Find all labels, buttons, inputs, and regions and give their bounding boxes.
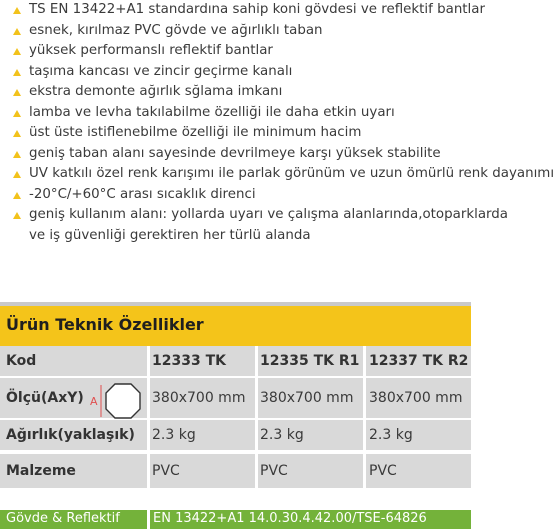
- octagon-base-icon: [90, 381, 143, 421]
- triangle-bullet-icon: [13, 89, 21, 96]
- feature-item-continuation: ve iş güvenliği gerektiren her türlü alanda: [29, 227, 311, 243]
- feature-item: geniş taban alanı sayesinde devrilmeye karşı yüksek stabilite: [13, 144, 550, 165]
- feature-item: -20°C/+60°C arası sıcaklık direnci: [13, 185, 550, 206]
- column-divider: [147, 510, 150, 529]
- row-label: Ölçü(AxY): [6, 390, 84, 406]
- dimension-letter: A: [90, 395, 98, 408]
- column-divider: [147, 378, 150, 418]
- triangle-bullet-icon: [13, 192, 21, 199]
- spec-table-header: [0, 302, 471, 346]
- row-label: Malzeme: [6, 463, 76, 479]
- column-divider: [363, 454, 366, 488]
- cell-value: 2.3 kg: [260, 427, 304, 443]
- cell-value: 2.3 kg: [152, 427, 196, 443]
- feature-item: esnek, kırılmaz PVC gövde ve ağırlıklı taban: [13, 21, 550, 42]
- cell-value: PVC: [152, 463, 180, 479]
- triangle-bullet-icon: [13, 110, 21, 117]
- feature-item: UV katkılı özel renk karışımı ile parlak görünüm ve uzun ömürlü renk dayanımı: [13, 164, 550, 185]
- cell-value: 380x700 mm: [369, 390, 463, 406]
- cell-value: 380x700 mm: [260, 390, 354, 406]
- footer-value: EN 13422+A1 14.0.30.4.42.00/TSE-64826: [153, 511, 427, 526]
- cell-value: PVC: [369, 463, 397, 479]
- feature-item: TS EN 13422+A1 standardına sahip koni gövdesi ve reflektif bantlar: [13, 0, 550, 21]
- triangle-bullet-icon: [13, 130, 21, 137]
- feature-item: ekstra demonte ağırlık sğlama imkanı: [13, 82, 550, 103]
- triangle-bullet-icon: [13, 212, 21, 219]
- cell-value: 380x700 mm: [152, 390, 246, 406]
- feature-item: üst üste istiflenebilme özelliği ile minimum hacim: [13, 123, 550, 144]
- cell-value: 12333 TK: [152, 353, 226, 369]
- feature-item: lamba ve levha takılabilme özelliği ile daha etkin uyarı: [13, 103, 550, 124]
- feature-item: yüksek performanslı reflektif bantlar: [13, 41, 550, 62]
- cell-value: 2.3 kg: [369, 427, 413, 443]
- triangle-bullet-icon: [13, 171, 21, 178]
- column-divider: [363, 420, 366, 450]
- column-divider: [255, 454, 258, 488]
- footer-label: Gövde & Reflektif: [6, 511, 120, 526]
- spec-table-title: Ürün Teknik Özellikler: [6, 315, 204, 334]
- triangle-bullet-icon: [13, 151, 21, 158]
- column-divider: [147, 420, 150, 450]
- triangle-bullet-icon: [13, 7, 21, 14]
- column-divider: [147, 454, 150, 488]
- table-row-weight: [0, 420, 471, 450]
- row-label: Kod: [6, 353, 37, 369]
- triangle-bullet-icon: [13, 28, 21, 35]
- column-divider: [363, 346, 366, 376]
- row-label: Ağırlık(yaklaşık): [6, 427, 135, 443]
- spec-table-footer: [0, 510, 471, 529]
- cell-value: PVC: [260, 463, 288, 479]
- triangle-bullet-icon: [13, 69, 21, 76]
- column-divider: [255, 378, 258, 418]
- triangle-bullet-icon: [13, 48, 21, 55]
- column-divider: [255, 420, 258, 450]
- table-row-dimensions: [0, 378, 471, 418]
- cell-value: 12337 TK R2: [369, 353, 469, 369]
- column-divider: [255, 346, 258, 376]
- feature-item: taşıma kancası ve zincir geçirme kanalı: [13, 62, 550, 83]
- feature-item: geniş kullanım alanı: yollarda uyarı ve çalışma alanlarında,otoparklarda ve iş güvenliği gerektiren her türlü alanda: [13, 205, 550, 246]
- table-row-material: [0, 454, 471, 488]
- column-divider: [363, 378, 366, 418]
- table-row-code: [0, 346, 471, 376]
- cell-value: 12335 TK R1: [260, 353, 360, 369]
- feature-list: [13, 0, 554, 246]
- column-divider: [147, 346, 150, 376]
